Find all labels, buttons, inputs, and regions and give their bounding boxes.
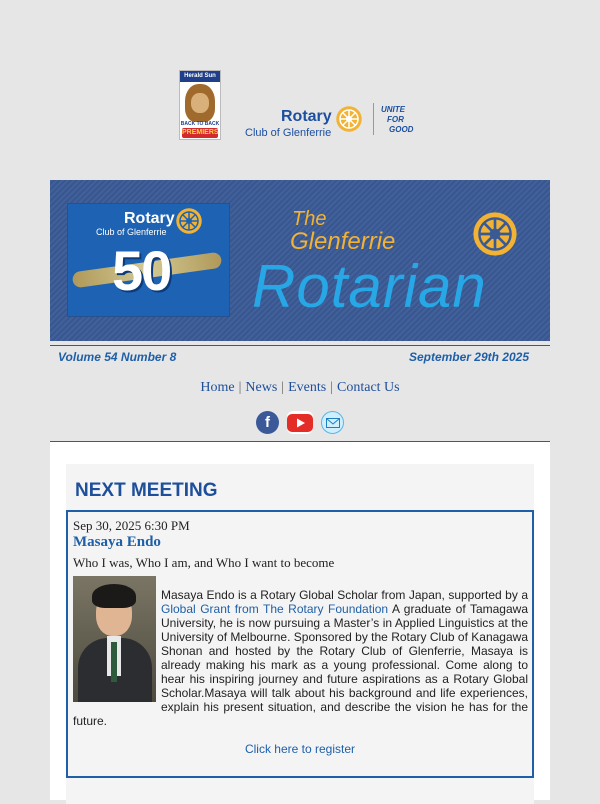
top-navigation: [0, 380, 600, 396]
meeting-description: Masaya Endo is a Rotary Global Scholar from Japan, supported by a Global Grant from The Rotary Foundation A graduate of Tamagawa University, he is now pursuing a Master’s in Applied Linguistics at the University of Melbourne. Sponsored by the Rotary Club of Kanagawa Shonan and hosted by the Rotary Club of Glenferrie, Masaya is already making his mark as a young professional. Come along to hear his inspiring journey and future aspirations as a Rotary Global Scholar.Masaya will talk about his background and life experiences, explain his present situation, and describe the vision he has for the future.: [73, 588, 528, 728]
meeting-datetime: Sep 30, 2025 6:30 PM: [73, 518, 190, 533]
rotary-wheel-icon: [334, 104, 364, 134]
speaker-name[interactable]: Masaya Endo: [73, 534, 161, 550]
talk-title: Who I was, Who I am, and Who I want to become: [73, 555, 335, 570]
fifty-anniversary-number: 50: [112, 239, 171, 302]
divider: [50, 345, 550, 346]
nav-separator: |: [238, 380, 242, 395]
nav-home[interactable]: Home: [200, 380, 235, 395]
nav-events[interactable]: Events: [288, 380, 327, 395]
premiers-badge: PREMIERS: [182, 129, 219, 136]
herald-sun-tagline: BACK TO BACK: [180, 121, 220, 127]
global-grant-link[interactable]: Global Grant from The Rotary Foundation: [161, 602, 389, 616]
content-area: [50, 442, 550, 800]
masthead-glenferrie: Glenferrie: [290, 228, 396, 255]
masthead-rotarian: Rotarian: [252, 253, 487, 320]
nav-separator: |: [330, 380, 334, 395]
issue-date: September 29th 2025: [408, 350, 529, 364]
register-link[interactable]: Click here to register: [244, 742, 356, 756]
card-rotary-wordmark: Rotary: [124, 210, 175, 227]
rotary-club-logo[interactable]: [245, 103, 425, 139]
facebook-icon[interactable]: f: [256, 411, 279, 434]
nav-news[interactable]: News: [245, 380, 278, 395]
lion-face-icon: [191, 93, 209, 113]
rotary-wheel-icon: [471, 210, 519, 258]
masthead-the: The: [292, 208, 327, 230]
unite-for-good-tagline: UNITE FOR GOOD: [381, 105, 414, 134]
herald-sun-masthead: Herald Sun: [180, 71, 220, 82]
rotary-club-name: Club of Glenferrie: [245, 127, 332, 139]
email-icon[interactable]: [321, 411, 344, 434]
logo-divider: [373, 103, 374, 135]
card-club-name: Club of Glenferrie: [96, 227, 167, 237]
rotary-wheel-icon: [174, 206, 204, 236]
next-meeting-panel: [66, 464, 534, 804]
issue-volume: Volume 54 Number 8: [58, 350, 177, 364]
herald-sun-premiers-logo[interactable]: [179, 70, 221, 140]
nav-separator: |: [281, 380, 285, 395]
rotary-wordmark: Rotary: [281, 108, 332, 125]
section-heading: NEXT MEETING: [75, 480, 218, 501]
meeting-card: [66, 510, 534, 778]
fifty-years-card: [68, 204, 229, 316]
newsletter-banner: [50, 180, 550, 341]
social-links: [256, 411, 344, 434]
nav-contact-us[interactable]: Contact Us: [337, 380, 400, 395]
youtube-icon[interactable]: [287, 411, 313, 434]
